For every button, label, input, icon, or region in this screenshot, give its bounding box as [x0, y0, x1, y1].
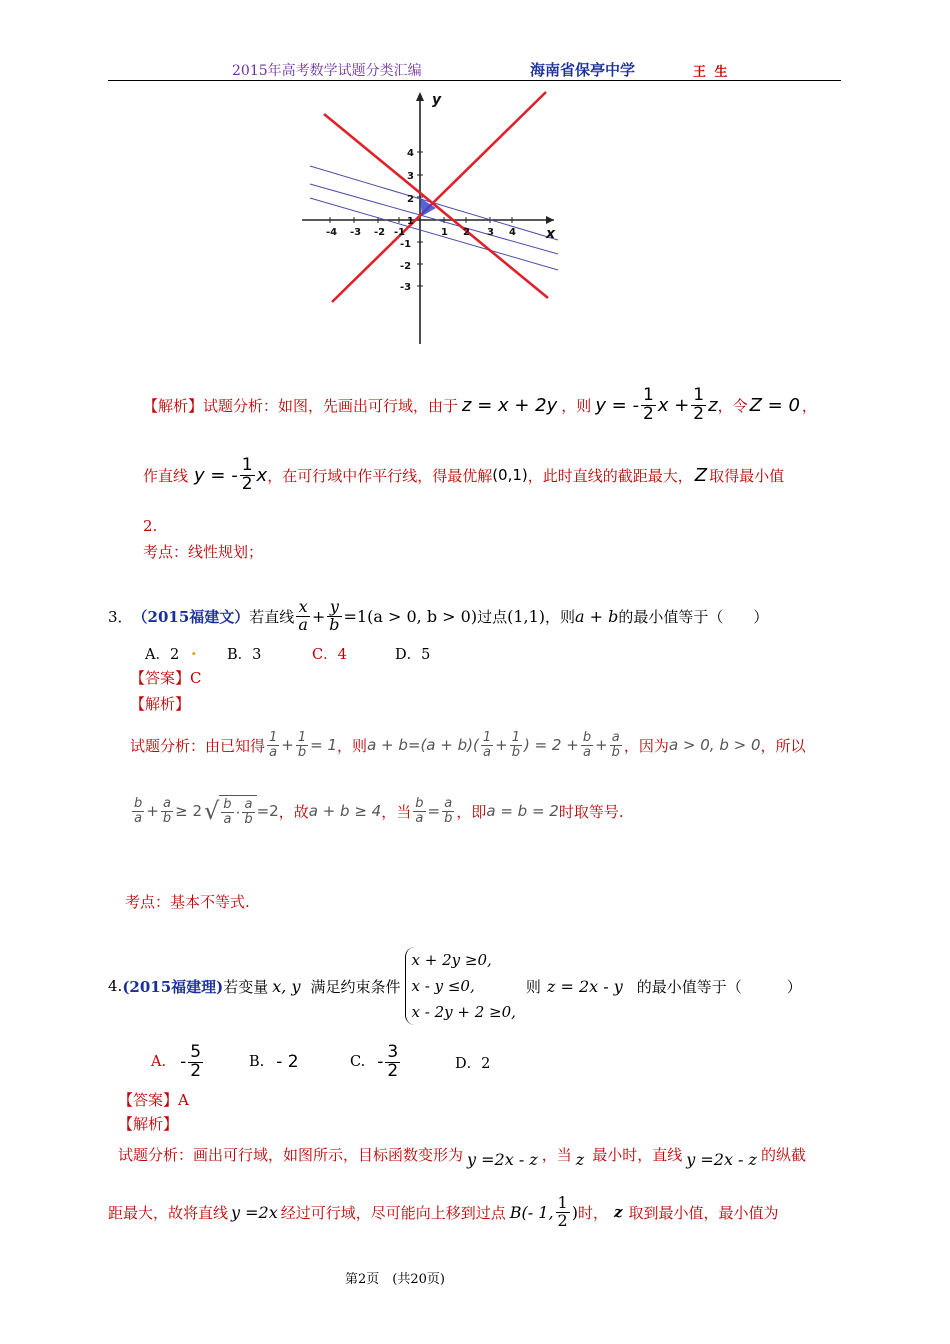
q3-answer: 【答案】C	[130, 669, 202, 687]
x-tick-label: -2	[374, 227, 386, 238]
y-tick-label: -2	[400, 261, 412, 272]
q3-kaodian: 考点：基本不等式.	[125, 893, 250, 911]
q3-option-c[interactable]: C．4	[312, 647, 347, 663]
q2-analysis-line2: 作直线 y = - $\frac{1}{2}$ x ，在可行域中作平行线，得最优解 (0,1) ，此时直线的截距最大， Z 取得最小值	[143, 454, 785, 494]
header-title: 2015年高考数学试题分类汇编	[232, 63, 422, 79]
q3-dot-mark: .	[191, 640, 197, 659]
q4-analysis-line2: 距最大，故将直线 y =2x 经过可行域，尽可能向上移到过点 B(- 1, $\frac{1}{2}$ ) 时， z 取到最小值，最小值为	[108, 1192, 779, 1230]
x-tick-label: -1	[394, 227, 406, 238]
x-tick-label: 2	[463, 227, 470, 238]
header-school: 海南省保亭中学	[530, 61, 636, 79]
q4-option-c[interactable]: C. - $\frac{3}{2}$	[350, 1041, 399, 1081]
q3-analysis-line1: 试题分析：由已知得 $\frac{1}{a}$ + $\frac{1}{b}$ = 1 ，则 a + b=(a + b)( $\frac{1}{a}$ + $\frac{1}{b}$ ) = 2 + $\frac{b}{a}$ + $\frac{a}{b}$ ，因为 a > 0, b > 0 ，所以	[130, 729, 806, 760]
q2-kaodian: 考点：线性规划；	[143, 543, 264, 561]
q2-analysis-line1: 【解析】 试题分析：如图，先画出可行域，由于 z = x + 2y ，则 y = - $\frac{1}{2}$ x + $\frac{1}{2}$ z ，令 Z = 0 ，	[143, 384, 817, 424]
q4-analysis-label: 【解析】	[118, 1115, 179, 1133]
x-tick-label: 3	[487, 227, 494, 238]
q3-stem: 3． （2015福建文） 若直线 $\frac{x}{a}$ + $\frac{y}{b}$ =1(a > 0, b > 0) 过点 (1,1) ，则 a + b 的最小值等于（ ）	[108, 596, 769, 634]
y-axis-label: y	[432, 92, 442, 108]
y-tick-label: 3	[407, 171, 414, 182]
x-axis-label: x	[546, 226, 556, 242]
x-tick-label: 4	[509, 227, 516, 238]
q4-analysis-line1: 试题分析：画出可行域，如图所示，目标函数变形为 y =2x - z ，当 z 最小时，直线 y =2x - z 的纵截	[118, 1145, 806, 1169]
header-author: 王 生	[693, 65, 730, 80]
q3-option-b[interactable]: B．3	[227, 647, 262, 663]
y-tick-label: 1	[407, 216, 414, 227]
q4-answer: 【答案】A	[118, 1091, 189, 1109]
y-tick-label: -1	[400, 239, 412, 250]
y-tick-label: 2	[407, 194, 414, 205]
q4-constraints: x + 2y ≥0, x - y ≤0, x - 2y + 2 ≥0,	[405, 947, 516, 1025]
feasible-region-graph	[296, 86, 560, 348]
q3-analysis-line2: $\frac{b}{a}$ + $\frac{a}{b}$ ≥ 2 √ $\frac{b}{a}$ · $\frac{a}{b}$ =2 ，故 a + b ≥ 4 ，当 $\frac{b}{a}$ = $\frac{a}{b}$ ，即 a = b = 2 时取等号.	[134, 795, 624, 827]
q4-option-d[interactable]: D．2	[455, 1056, 491, 1072]
page-footer: 第2页 (共20页)	[345, 1272, 445, 1287]
q4-option-a[interactable]: A. - $\frac{5}{2}$	[151, 1041, 202, 1081]
x-tick-label: -3	[350, 227, 362, 238]
q2-answer-value: 2.	[143, 517, 158, 535]
y-tick-label: 4	[407, 148, 414, 159]
x-tick-label: 1	[441, 227, 448, 238]
q4-option-b[interactable]: B. - 2	[249, 1052, 299, 1072]
q3-analysis-label: 【解析】	[130, 695, 191, 713]
header-rule	[108, 80, 841, 81]
q3-option-a[interactable]: A．2	[145, 647, 180, 663]
q3-option-d[interactable]: D．5	[395, 647, 431, 663]
y-tick-label: -3	[400, 282, 412, 293]
q4-stem: 4. (2015福建理) 若变量 x, y 满足约束条件 x + 2y ≥0, x - y ≤0, x - 2y + 2 ≥0, 则 z = 2x - y 的最小值等于（ ）	[108, 946, 802, 1026]
x-tick-label: -4	[326, 227, 338, 238]
